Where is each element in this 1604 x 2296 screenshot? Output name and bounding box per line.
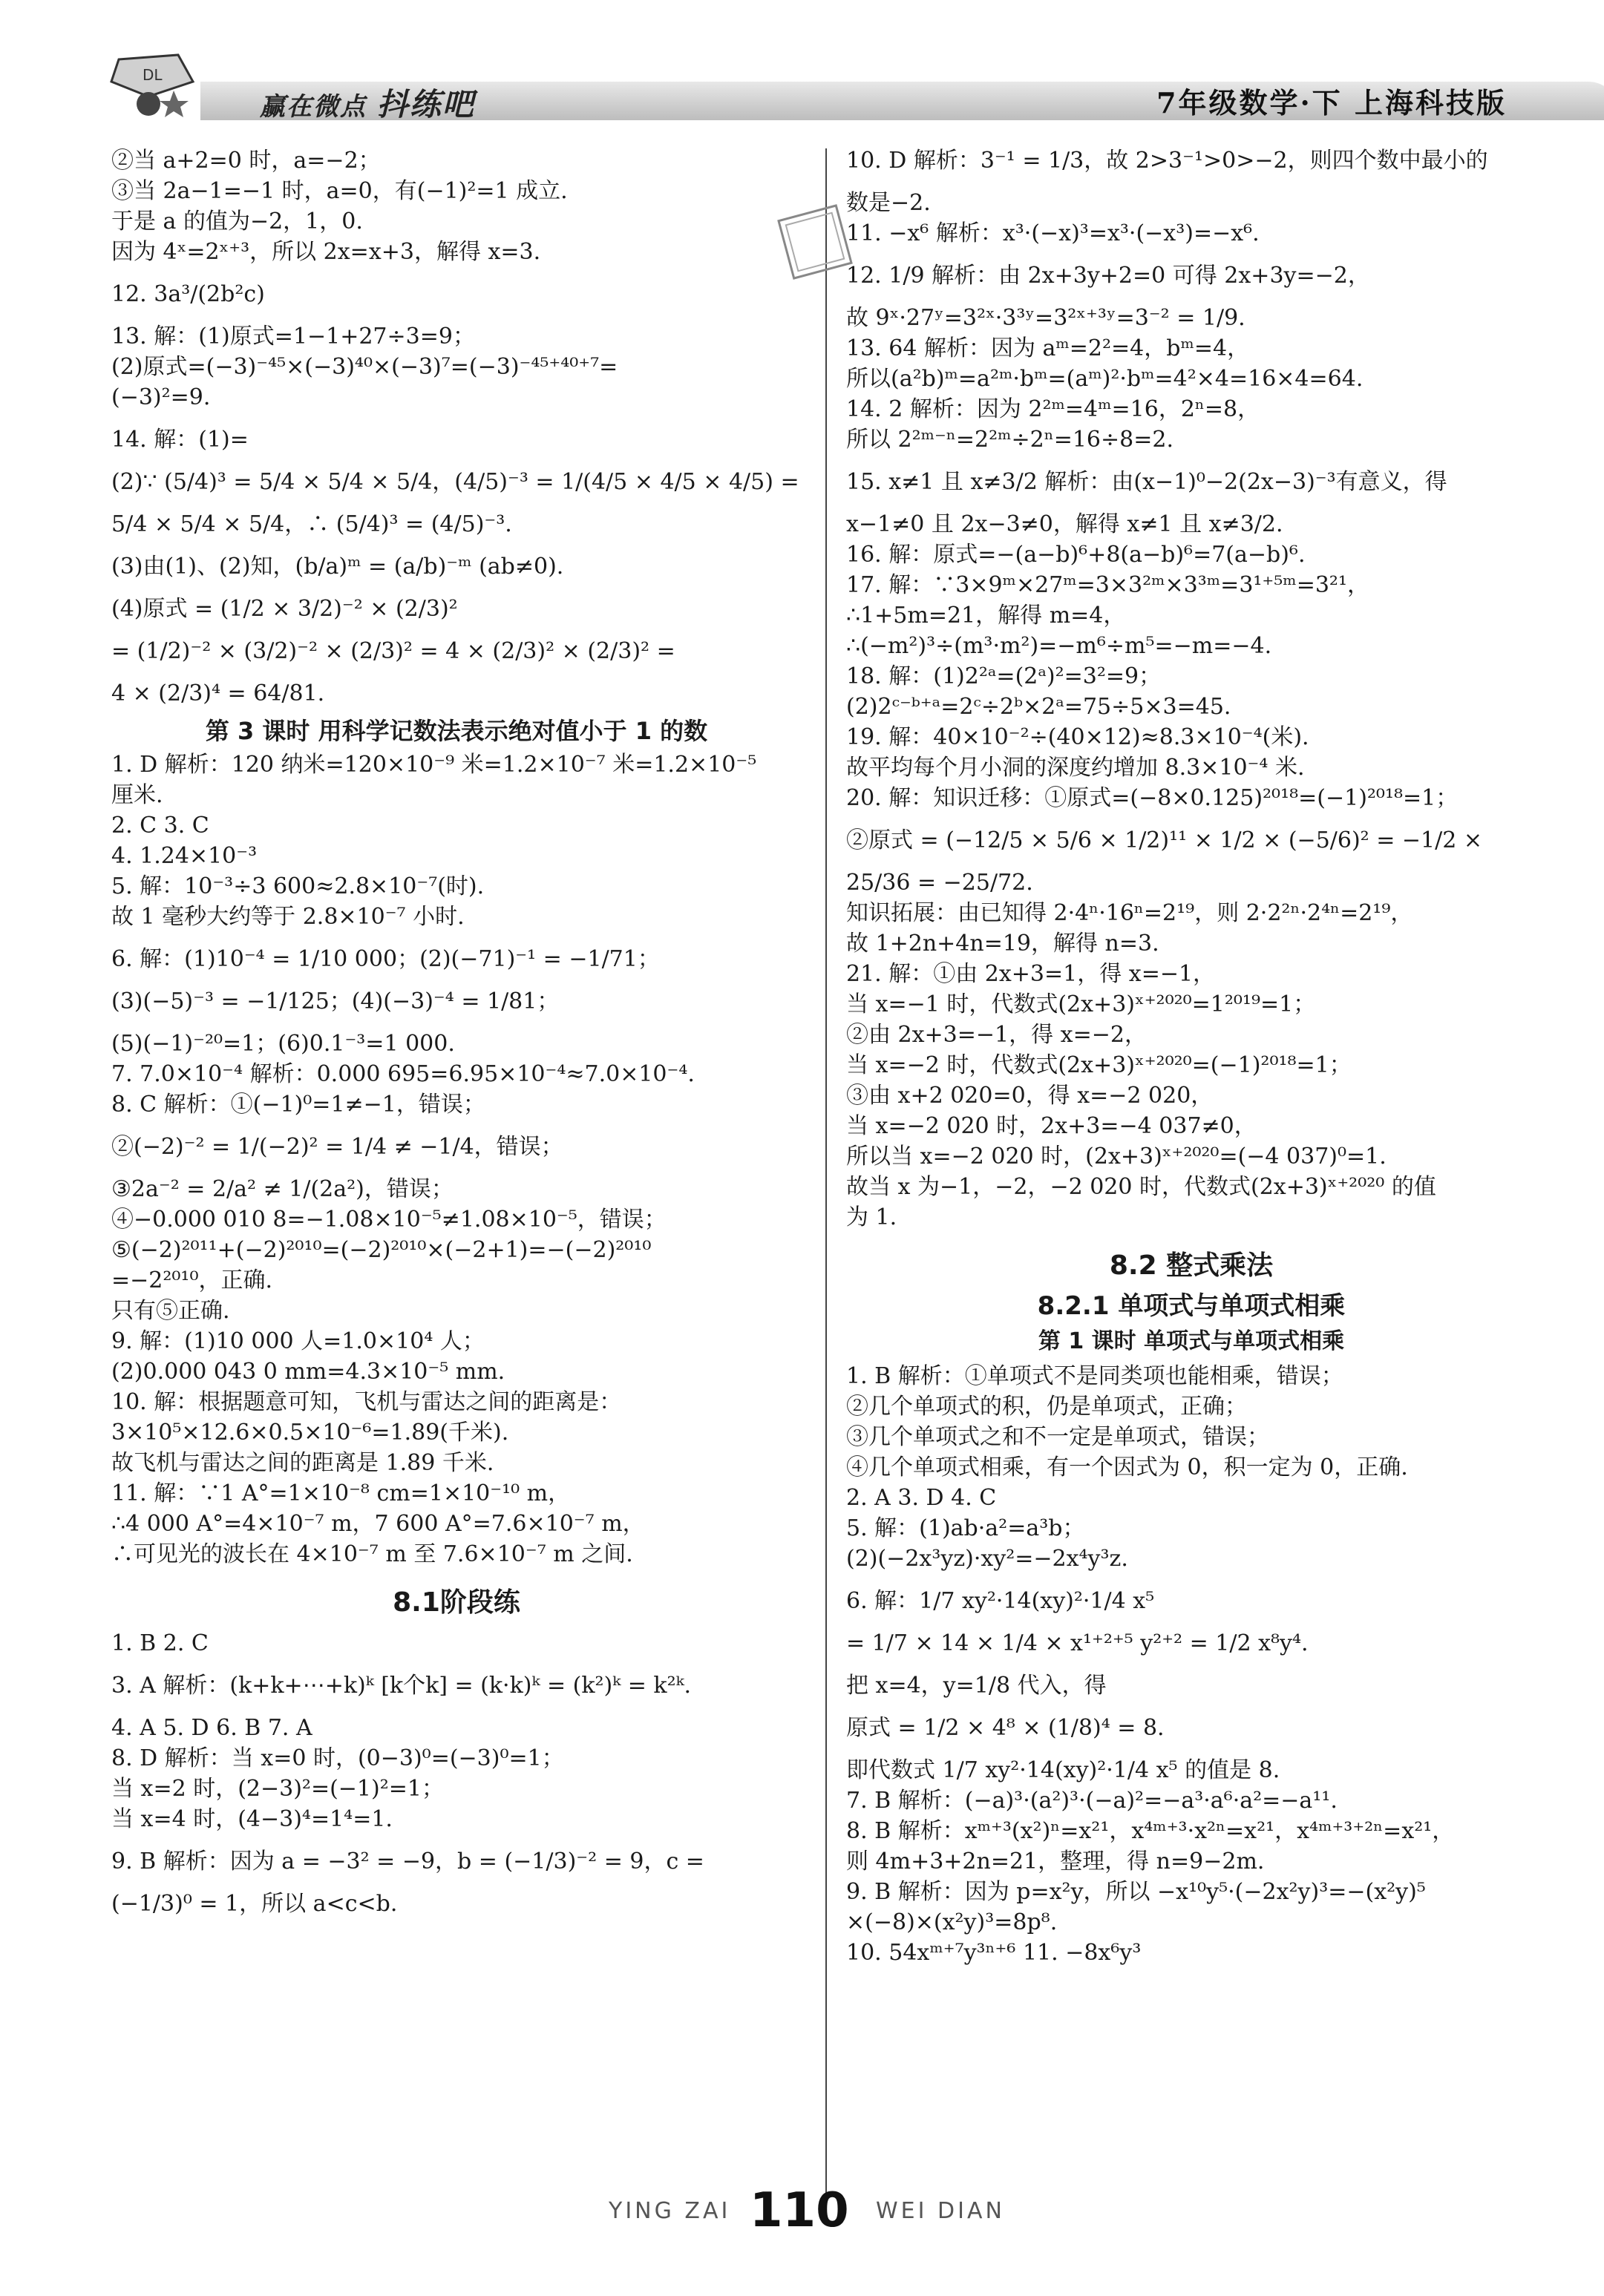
answer-line: 3. A 解析：(k+k+⋯+k)ᵏ [k个k] = (k·k)ᵏ = (k²)ᵏ = k²ᵏ. — [111, 1673, 692, 1699]
answer-line: (−1/3)⁰ = 1，所以 a<c<b. — [111, 1891, 398, 1917]
answer-line: (−3)²=9. — [111, 384, 211, 410]
answer-line: 因为 4ˣ=2ˣ⁺³，所以 2x=x+3，解得 x=3. — [111, 239, 541, 265]
answer-line: 6. 解：(1)10⁻⁴ = 1/10 000；(2)(−71)⁻¹ = −1/71； — [111, 946, 660, 972]
answer-line: 1. B 2. C — [111, 1630, 209, 1656]
answer-line: 2. A 3. D 4. C — [846, 1485, 997, 1511]
section-heading: 8.2.1 单项式与单项式相乘 — [1037, 1291, 1346, 1321]
answer-line: (2)(−2x³yz)·xy²=−2x⁴y³z. — [846, 1546, 1128, 1572]
answer-line: ③由 x+2 020=0，得 x=−2 020， — [846, 1083, 1214, 1109]
answer-block-5 — [846, 1361, 1536, 1968]
answer-line: 把 x=4，y=1/8 代入，得 — [846, 1673, 1107, 1699]
answer-line: 故 1+2n+4n=19，解得 n=3. — [846, 931, 1159, 957]
lesson-heading-2: 第 1 课时 单项式与单项式相乘 — [1038, 1328, 1345, 1354]
answer-line: ②(−2)⁻² = 1/(−2)² = 1/4 ≠ −1/4，错误； — [111, 1134, 563, 1160]
answer-line: ④−0.000 010 8=−1.08×10⁻⁵≠1.08×10⁻⁵，错误； — [111, 1207, 667, 1233]
answer-line: 故平均每个月小洞的深度约增加 8.3×10⁻⁴ 米. — [846, 755, 1305, 781]
answer-line: 故飞机与雷达之间的距离是 1.89 千米. — [111, 1450, 494, 1476]
chapter-heading: 8.2 整式乘法 — [1109, 1250, 1274, 1281]
answer-line: (3)(−5)⁻³ = −1/125；(4)(−3)⁻⁴ = 1/81； — [111, 988, 560, 1014]
answer-line: 当 x=4 时，(4−3)⁴=1⁴=1. — [111, 1806, 393, 1832]
answer-line: 12. 1/9 解析：由 2x+3y+2=0 可得 2x+3y=−2， — [846, 263, 1370, 289]
answer-line: (4)原式 = (1/2 × 3/2)⁻² × (2/3)² — [111, 596, 458, 622]
answer-line: =−2²⁰¹⁰，正确. — [111, 1267, 273, 1293]
answer-line: 10. 54xᵐ⁺⁷y³ⁿ⁺⁶ 11. −8x⁶y³ — [846, 1940, 1142, 1966]
answer-line: 16. 解：原式=−(a−b)⁶+8(a−b)⁶=7(a−b)⁶. — [846, 542, 1306, 568]
column-divider — [825, 148, 827, 2211]
answer-line: 4 × (2/3)⁴ = 64/81. — [111, 680, 325, 706]
answer-line: 即代数式 1/7 xy²·14(xy)²·1/4 x⁵ 的值是 8. — [846, 1757, 1280, 1783]
answer-line: 数是−2. — [846, 190, 931, 216]
answer-line: 当 x=−2 时，代数式(2x+3)ˣ⁺²⁰²⁰=(−1)²⁰¹⁸=1； — [846, 1052, 1352, 1078]
answer-line: 20. 解：知识迁移：①原式=(−8×0.125)²⁰¹⁸=(−1)²⁰¹⁸=1； — [846, 785, 1459, 811]
page-number: 110 — [750, 2183, 849, 2238]
answer-line: (3)由(1)、(2)知，(b/a)ᵐ = (a/b)⁻ᵐ (ab≠0). — [111, 554, 564, 580]
answer-line: (2)原式=(−3)⁻⁴⁵×(−3)⁴⁰×(−3)⁷=(−3)⁻⁴⁵⁺⁴⁰⁺⁷= — [111, 354, 618, 380]
answer-line: ⑤(−2)²⁰¹¹+(−2)²⁰¹⁰=(−2)²⁰¹⁰×(−2+1)=−(−2)²⁰¹⁰ — [111, 1237, 652, 1263]
answer-line: 4. 1.24×10⁻³ — [111, 843, 258, 869]
answer-line: 故 1 毫秒大约等于 2.8×10⁻⁷ 小时. — [111, 904, 465, 930]
brand-name: 抖练吧 — [376, 86, 475, 122]
answer-block-4 — [846, 145, 1536, 1233]
answer-line: 6. 解：1/7 xy²·14(xy)²·1/4 x⁵ — [846, 1588, 1155, 1614]
answer-line: 于是 a 的值为−2，1，0. — [111, 209, 363, 234]
answer-line: 9. B 解析：因为 a = −3² = −9，b = (−1/3)⁻² = 9，c = — [111, 1849, 704, 1874]
answer-line: 所以 2²ᵐ⁻ⁿ=2²ᵐ÷2ⁿ=16÷8=2. — [846, 427, 1174, 453]
answer-block-3 — [111, 1628, 802, 1919]
answer-line: 故 9ˣ·27ʸ=3²ˣ·3³ʸ=3²ˣ⁺³ʸ=3⁻² = 1/9. — [846, 305, 1245, 331]
answer-line: 当 x=2 时，(2−3)²=(−1)²=1； — [111, 1776, 444, 1802]
answer-line: 厘米. — [111, 782, 163, 808]
answer-line: 19. 解：40×10⁻²÷(40×12)≈8.3×10⁻⁴(米). — [846, 724, 1309, 750]
answer-line: 4. A 5. D 6. B 7. A — [111, 1715, 312, 1741]
answer-line: 5. 解：10⁻³÷3 600≈2.8×10⁻⁷(时). — [111, 873, 485, 899]
answer-line: 9. B 解析：因为 p=x²y，所以 −x¹⁰y⁵·(−2x²y)³=−(x²y)⁵ — [846, 1879, 1426, 1905]
answer-line: ④几个单项式相乘，有一个因式为 0，积一定为 0，正确. — [846, 1454, 1408, 1480]
answer-line: 25/36 = −25/72. — [846, 870, 1033, 896]
answer-line: ③几个单项式之和不一定是单项式，错误； — [846, 1424, 1269, 1450]
answer-line: ②原式 = (−12/5 × 5/6 × 1/2)¹¹ × 1/2 × (−5/6)² = −1/2 × — [846, 827, 1483, 853]
answer-line: 2. C 3. C — [111, 813, 209, 839]
answer-block-1 — [111, 145, 802, 709]
answer-line: ×(−8)×(x²y)³=8p⁸. — [846, 1909, 1058, 1935]
page-footer — [0, 2183, 1604, 2243]
stage-practice-heading: 8.1阶段练 — [393, 1587, 520, 1618]
answer-line: ③当 2a−1=−1 时，a=0，有(−1)²=1 成立. — [111, 178, 568, 204]
answer-line: ∴可见光的波长在 4×10⁻⁷ m 至 7.6×10⁻⁷ m 之间. — [111, 1541, 633, 1567]
left-column — [111, 145, 802, 1919]
answer-line: (5)(−1)⁻²⁰=1；(6)0.1⁻³=1 000. — [111, 1031, 455, 1057]
answer-line: 所以(a²b)ᵐ=a²ᵐ·bᵐ=(aᵐ)²·bᵐ=4²×4=16×4=64. — [846, 366, 1364, 392]
answer-line: ∴(−m²)³÷(m³·m²)=−m⁶÷m⁵=−m=−4. — [846, 633, 1272, 659]
answer-line: x−1≠0 且 2x−3≠0，解得 x≠1 且 x≠3/2. — [846, 511, 1283, 537]
answer-line: 12. 3a³/(2b²c) — [111, 281, 265, 307]
answer-line: 1. D 解析：120 纳米=120×10⁻⁹ 米=1.2×10⁻⁷ 米=1.2×10⁻⁵ — [111, 752, 757, 778]
answer-line: = 1/7 × 14 × 1/4 × x¹⁺²⁺⁵ y²⁺² = 1/2 x⁸y⁴. — [846, 1630, 1309, 1656]
answer-line: 8. B 解析：xᵐ⁺³(x²)ⁿ=x²¹，x⁴ᵐ⁺³·x²ⁿ=x²¹，x⁴ᵐ⁺³⁺²ⁿ=x²¹， — [846, 1818, 1455, 1844]
answer-line: 18. 解：(1)2²ᵃ=(2ᵃ)²=3²=9； — [846, 663, 1162, 689]
page-header — [104, 52, 1559, 120]
answer-line: ∴1+5m=21，解得 m=4， — [846, 603, 1126, 629]
answer-line: ②由 2x+3=−1，得 x=−2， — [846, 1022, 1147, 1048]
answer-line: 13. 解：(1)原式=1−1+27÷3=9； — [111, 324, 475, 350]
footer-right-text: WEI DIAN — [876, 2198, 1005, 2224]
answer-line: = (1/2)⁻² × (3/2)⁻² × (2/3)² = 4 × (2/3)² × (2/3)² = — [111, 638, 675, 664]
answer-line: 10. 解：根据题意可知，飞机与雷达之间的距离是： — [111, 1389, 622, 1415]
answer-line: 9. 解：(1)10 000 人=1.0×10⁴ 人； — [111, 1328, 485, 1354]
answer-line: 1. B 解析：①单项式不是同类项也能相乘，错误； — [846, 1363, 1343, 1389]
answer-line: 原式 = 1/2 × 4⁸ × (1/8)⁴ = 8. — [846, 1715, 1165, 1741]
answer-line: 只有⑤正确. — [111, 1298, 230, 1324]
header-slogan: 赢在微点 抖练吧 — [260, 86, 475, 122]
answer-block-2 — [111, 750, 802, 1570]
answer-line: 17. 解：∵3×9ᵐ×27ᵐ=3×3²ᵐ×3³ᵐ=3¹⁺⁵ᵐ=3²¹， — [846, 572, 1369, 598]
answer-line: ②当 a+2=0 时，a=−2； — [111, 148, 381, 174]
answer-line: ③2a⁻² = 2/a² ≠ 1/(2a²)，错误； — [111, 1176, 454, 1202]
answer-line: (2)0.000 043 0 mm=4.3×10⁻⁵ mm. — [111, 1359, 505, 1385]
lesson-heading: 第 3 课时 用科学记数法表示绝对值小于 1 的数 — [205, 717, 708, 745]
answer-line: 14. 解：(1)= — [111, 427, 249, 453]
answer-line: 5/4 × 5/4 × 5/4，∴ (5/4)³ = (4/5)⁻³. — [111, 511, 512, 537]
answer-line: ∴4 000 A°=4×10⁻⁷ m，7 600 A°=7.6×10⁻⁷ m， — [111, 1511, 645, 1537]
answer-line: 21. 解：①由 2x+3=1，得 x=−1， — [846, 961, 1216, 987]
answer-line: 11. 解：∵1 A°=1×10⁻⁸ cm=1×10⁻¹⁰ m， — [111, 1480, 571, 1506]
answer-line: 知识拓展：由已知得 2·4ⁿ·16ⁿ=2¹⁹，则 2·2²ⁿ·2⁴ⁿ=2¹⁹， — [846, 900, 1413, 926]
answer-line: 14. 2 解析：因为 2²ᵐ=4ᵐ=16，2ⁿ=8， — [846, 396, 1260, 422]
answer-line: 所以当 x=−2 020 时，(2x+3)ˣ⁺²⁰²⁰=(−4 037)⁰=1. — [846, 1144, 1387, 1170]
answer-line: (2)∵ (5/4)³ = 5/4 × 5/4 × 5/4，(4/5)⁻³ = 1/(4/5 × 4/5 × 4/5) = — [111, 469, 799, 495]
answer-line: 13. 64 解析：因为 aᵐ=2²=4，bᵐ=4， — [846, 335, 1250, 361]
answer-line: 8. C 解析：①(−1)⁰=1≠−1，错误； — [111, 1092, 485, 1118]
logo-icon — [96, 52, 208, 120]
answer-line: 5. 解：(1)ab·a²=a³b； — [846, 1515, 1085, 1541]
svg-text:DL: DL — [143, 66, 163, 84]
footer-left-text: YING ZAI — [609, 2198, 731, 2224]
answer-line: 当 x=−1 时，代数式(2x+3)ˣ⁺²⁰²⁰=1²⁰¹⁹=1； — [846, 991, 1316, 1017]
header-book-title: 7年级数学·下 上海科技版 — [1156, 86, 1507, 119]
answer-line: 当 x=−2 020 时，2x+3=−4 037≠0， — [846, 1113, 1257, 1139]
answer-line: ②几个单项式的积，仍是单项式，正确； — [846, 1394, 1247, 1420]
right-column — [846, 145, 1536, 1968]
answer-line: 15. x≠1 且 x≠3/2 解析：由(x−1)⁰−2(2x−3)⁻³有意义，得 — [846, 469, 1447, 495]
answer-line: 7. 7.0×10⁻⁴ 解析：0.000 695=6.95×10⁻⁴≈7.0×10⁻⁴. — [111, 1061, 695, 1087]
answer-line: 8. D 解析：当 x=0 时，(0−3)⁰=(−3)⁰=1； — [111, 1745, 564, 1771]
answer-line: (2)2ᶜ⁻ᵇ⁺ᵃ=2ᶜ÷2ᵇ×2ᵃ=75÷5×3=45. — [846, 694, 1231, 720]
answer-line: 则 4m+3+2n=21，整理，得 n=9−2m. — [846, 1849, 1265, 1874]
answer-line: 7. B 解析：(−a)³·(a²)³·(−a)²=−a³·a⁶·a²=−a¹¹. — [846, 1788, 1338, 1814]
answer-line: 10. D 解析：3⁻¹ = 1/3，故 2>3⁻¹>0>−2，则四个数中最小的 — [846, 148, 1488, 174]
answer-line: 3×10⁵×12.6×0.5×10⁻⁶=1.89(千米). — [111, 1420, 509, 1446]
answer-line: 故当 x 为−1，−2，−2 020 时，代数式(2x+3)ˣ⁺²⁰²⁰ 的值 — [846, 1174, 1436, 1200]
answer-line: 为 1. — [846, 1204, 897, 1230]
answer-line: 11. −x⁶ 解析：x³·(−x)³=x³·(−x³)=−x⁶. — [846, 220, 1260, 246]
